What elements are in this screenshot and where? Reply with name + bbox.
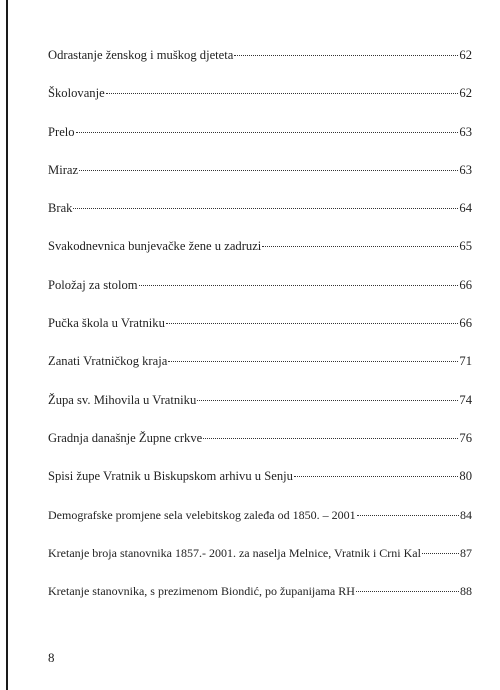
toc-entry[interactable] [48,353,472,391]
toc-entry-title: Miraz [48,162,79,177]
toc-entry-page: 87 [460,545,472,560]
toc-entry[interactable] [48,85,472,123]
toc-entry-page: 62 [459,86,472,101]
toc-leader-dots [294,476,458,477]
toc-entry-title: Pučka škola u Vratniku [48,316,165,331]
toc-entry[interactable] [48,583,472,621]
toc-leader-dots [76,132,459,133]
toc-entry-page: 74 [459,392,472,407]
toc-entry-page: 63 [459,162,472,177]
toc-entry[interactable] [48,545,472,583]
toc-leader-dots [234,55,458,56]
toc-entry[interactable] [48,392,472,430]
toc-entry-title: Školovanje [48,86,105,101]
toc-entry-title: Demografske promjene sela velebitskog zaleđa od 1850. – 2001 [48,507,356,522]
toc-leader-dots [73,208,458,209]
toc-entry[interactable] [48,507,472,545]
toc-entry[interactable] [48,468,472,506]
toc-entry[interactable] [48,124,472,162]
toc-entry-page: 65 [459,239,472,254]
toc-leader-dots [79,170,458,171]
toc-entry-page: 63 [459,124,472,139]
toc-entry-title: Brak [48,201,73,216]
toc-leader-dots [166,323,459,324]
toc-entry-title: Kretanje broja stanovnika 1857.- 2001. za naselja Melnice, Vratnik i Crni Kal [48,545,421,560]
toc-entry[interactable] [48,277,472,315]
toc-entry-title: Gradnja današnje Župne crkve [48,430,203,445]
toc-leader-dots [197,400,458,401]
toc-leader-dots [203,438,458,439]
toc-entry[interactable] [48,47,472,85]
toc-entry-page: 80 [459,469,472,484]
toc-entry-page: 76 [459,430,472,445]
toc-leader-dots [422,553,459,554]
toc-entry[interactable] [48,162,472,200]
toc-entry-title: Položaj za stolom [48,277,138,292]
toc-leader-dots [357,515,459,516]
toc-leader-dots [139,285,459,286]
toc-entry[interactable] [48,315,472,353]
toc-entry-page: 66 [459,277,472,292]
toc-entry-page: 64 [459,201,472,216]
toc-entry-title: Spisi župe Vratnik u Biskupskom arhivu u Senju [48,469,293,484]
toc-entry-title: Kretanje stanovnika, s prezimenom Biondić, po županijama RH [48,584,355,599]
toc-entry-title: Zanati Vratničkog kraja [48,354,168,369]
toc-entry[interactable] [48,430,472,468]
table-of-contents [48,47,472,621]
toc-leader-dots [106,93,459,94]
toc-entry-page: 88 [460,584,472,599]
toc-leader-dots [356,591,459,592]
toc-entry-title: Prelo [48,124,75,139]
binding-edge-line [6,0,8,690]
toc-leader-dots [168,361,458,362]
toc-entry-page: 71 [459,354,472,369]
toc-entry-page: 84 [460,507,472,522]
toc-entry[interactable] [48,238,472,276]
toc-entry-page: 66 [459,316,472,331]
toc-entry-title: Svakodnevnica bunjevačke žene u zadruzi [48,239,262,254]
toc-leader-dots [262,246,458,247]
toc-entry-title: Župa sv. Mihovila u Vratniku [48,392,197,407]
toc-entry-page: 62 [459,48,472,62]
toc-entry[interactable] [48,200,472,238]
toc-entry-title: Odrastanje ženskog i muškog djeteta [48,48,234,62]
page-number: 8 [48,650,55,665]
